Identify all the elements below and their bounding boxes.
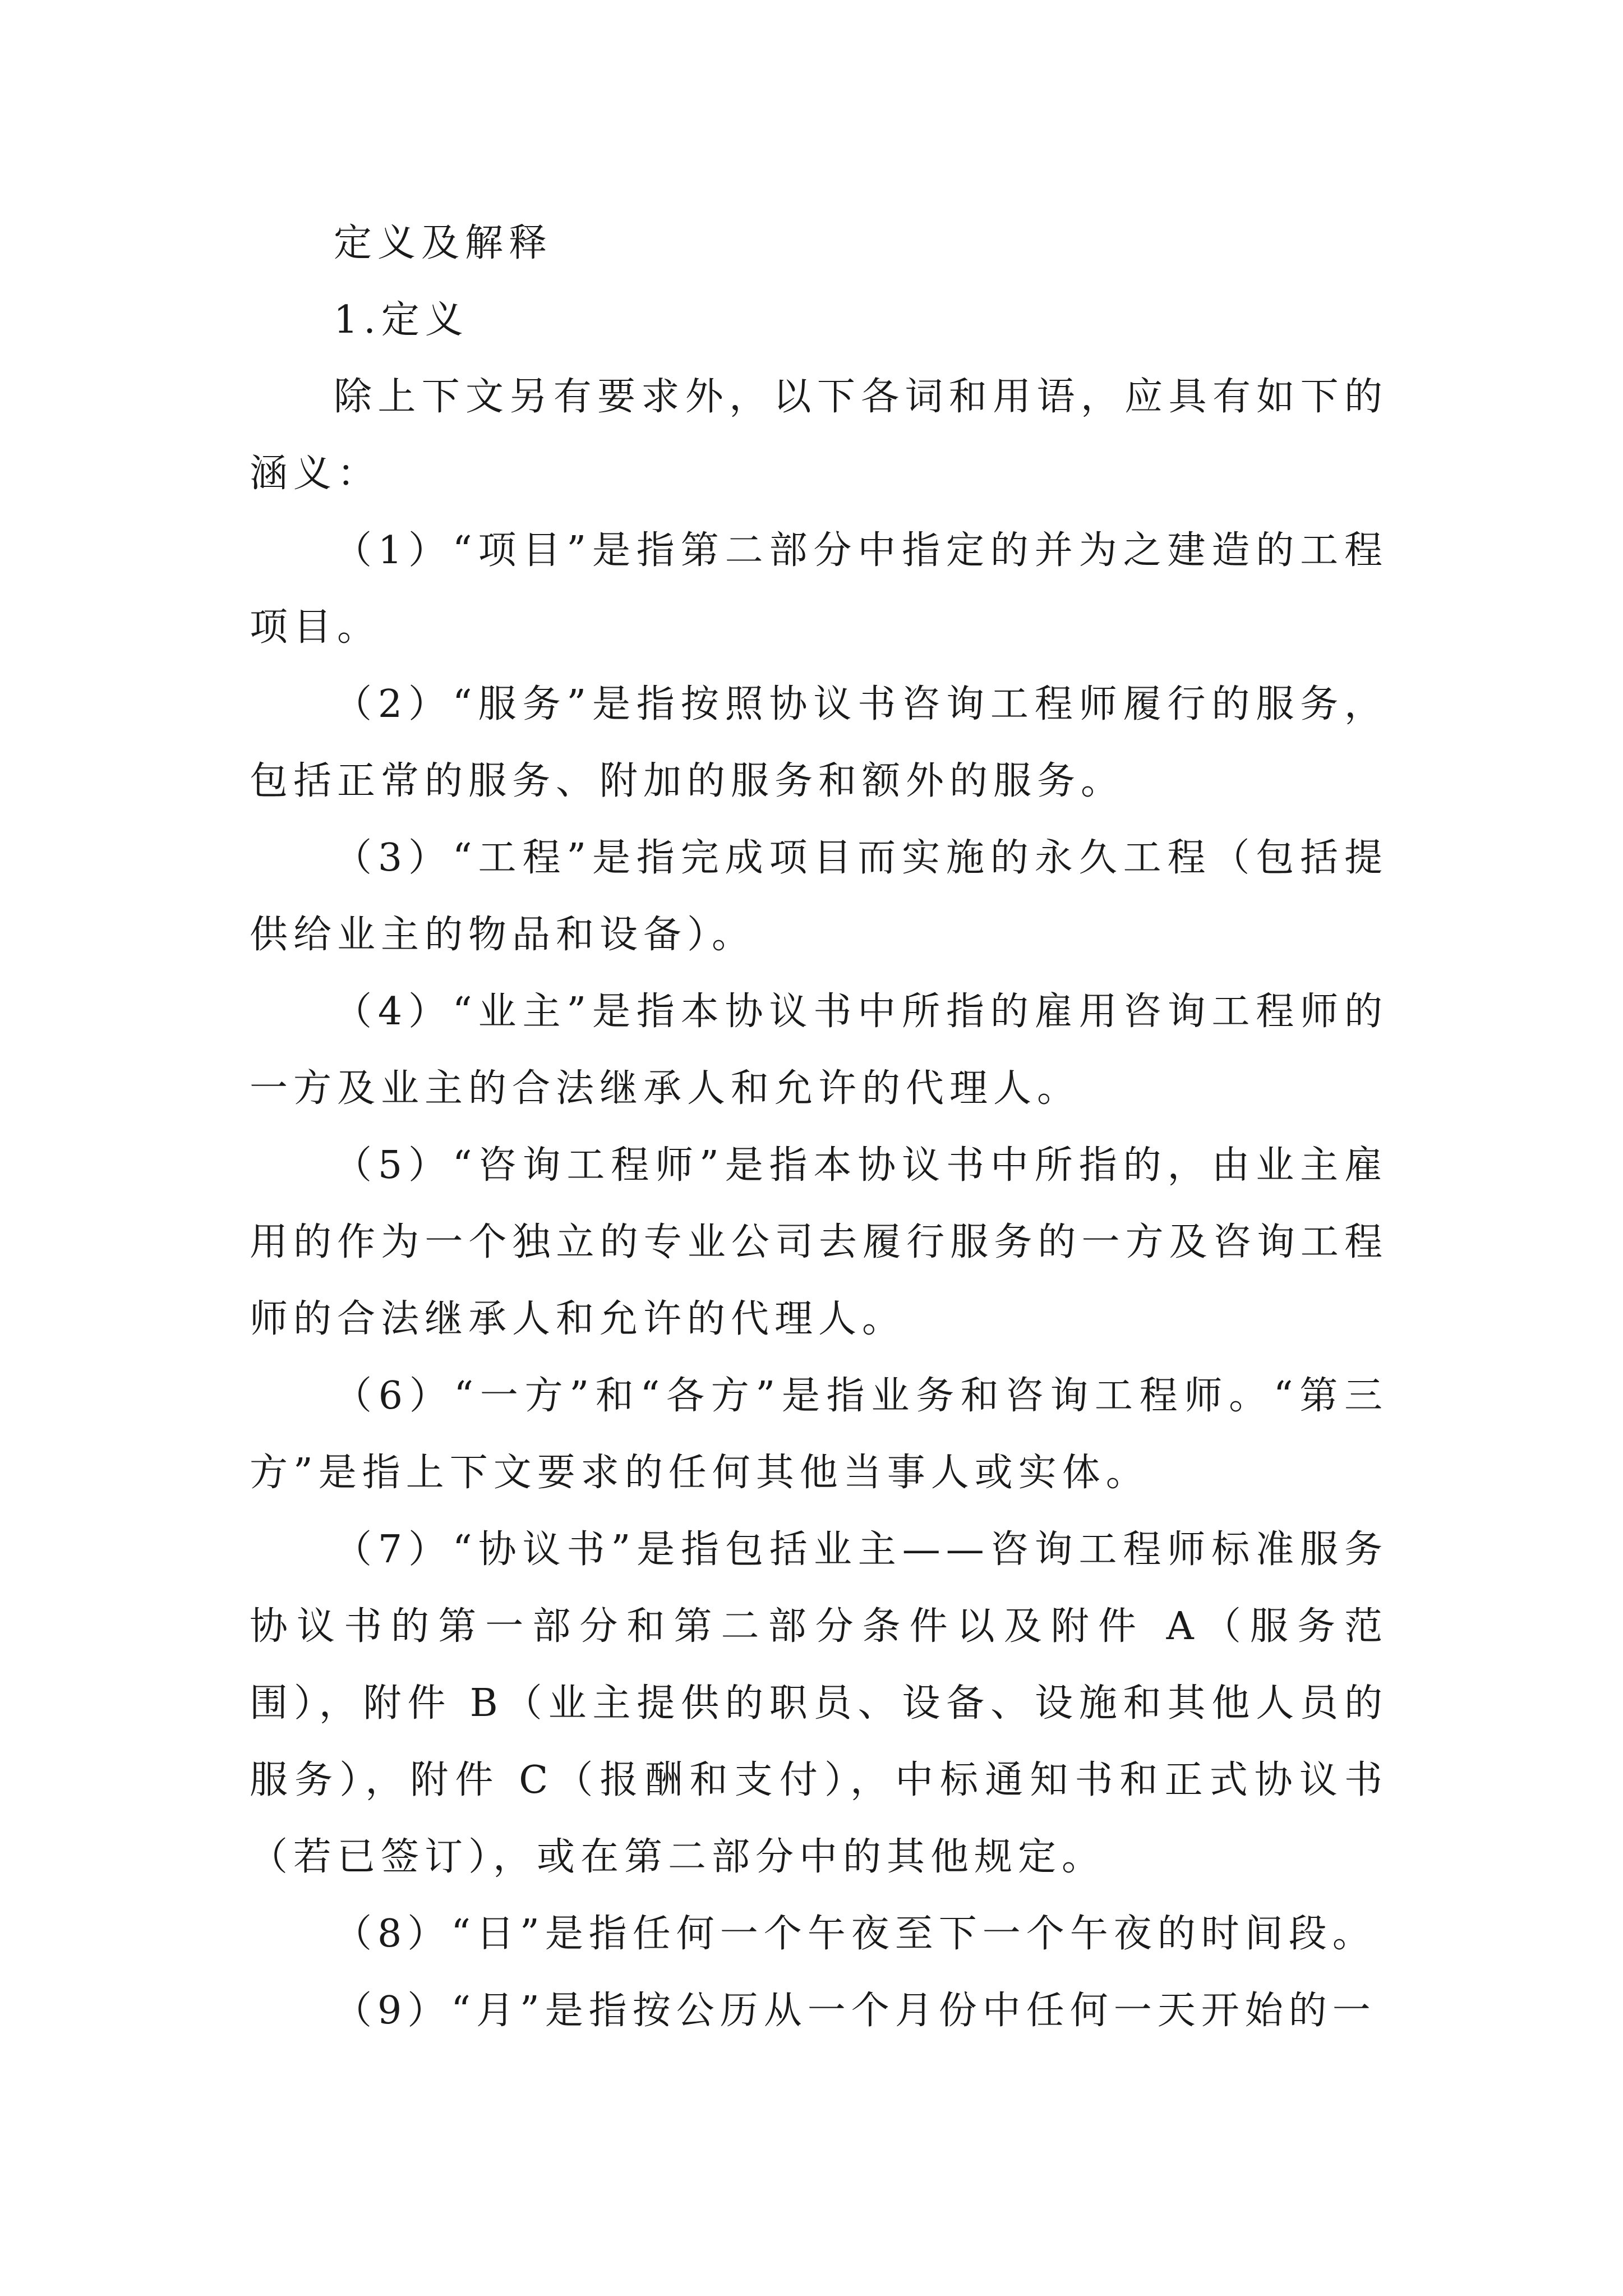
intro-paragraph: 除上下文另有要求外，以下各词和用语，应具有如下的涵义： [250,375,1388,496]
section-heading: 定义及解释 [334,221,553,265]
definition-item-8: （8）“日”是指任何一个午夜至下一个午夜的时间段。 [334,1912,1376,1956]
subsection-heading: 1.定义 [334,298,469,342]
definition-item-1: （1）“项目”是指第二部分中指定的并为之建造的工程项目。 [250,528,1388,650]
definition-item-4: （4）“业主”是指本协议书中所指的雇用咨询工程师的一方及业主的合法继承人和允许的代理人。 [250,990,1388,1111]
definition-item-2: （2）“服务”是指按照协议书咨询工程师履行的服务，包括正常的服务、附加的服务和额外的服务。 [250,682,1388,803]
definition-item-7: （7）“协议书”是指包括业主——咨询工程师标准服务协议书的第一部分和第二部分条件以及附件 A（服务范围），附件 B（业主提供的职员、设备、设施和其他人员的服务），附件 C（报酬和支付），中标通知书和正式协议书（若已签订），或在第二部分中的其他规定。 [250,1527,1388,1879]
definition-item-3: （3）“工程”是指完成项目而实施的永久工程（包括提供给业主的物品和设备）。 [250,836,1388,957]
definition-item-5: （5）“咨询工程师”是指本协议书中所指的，由业主雇用的作为一个独立的专业公司去履行服务的一方及咨询工程师的合法继承人和允许的代理人。 [250,1143,1388,1341]
document-body [250,205,1388,2049]
definition-item-6: （6）“一方”和“各方”是指业务和咨询工程师。“第三方”是指上下文要求的任何其他当事人或实体。 [250,1374,1388,1495]
definition-item-9: （9）“月”是指按公历从一个月份中任何一天开始的一 [334,1989,1376,2033]
